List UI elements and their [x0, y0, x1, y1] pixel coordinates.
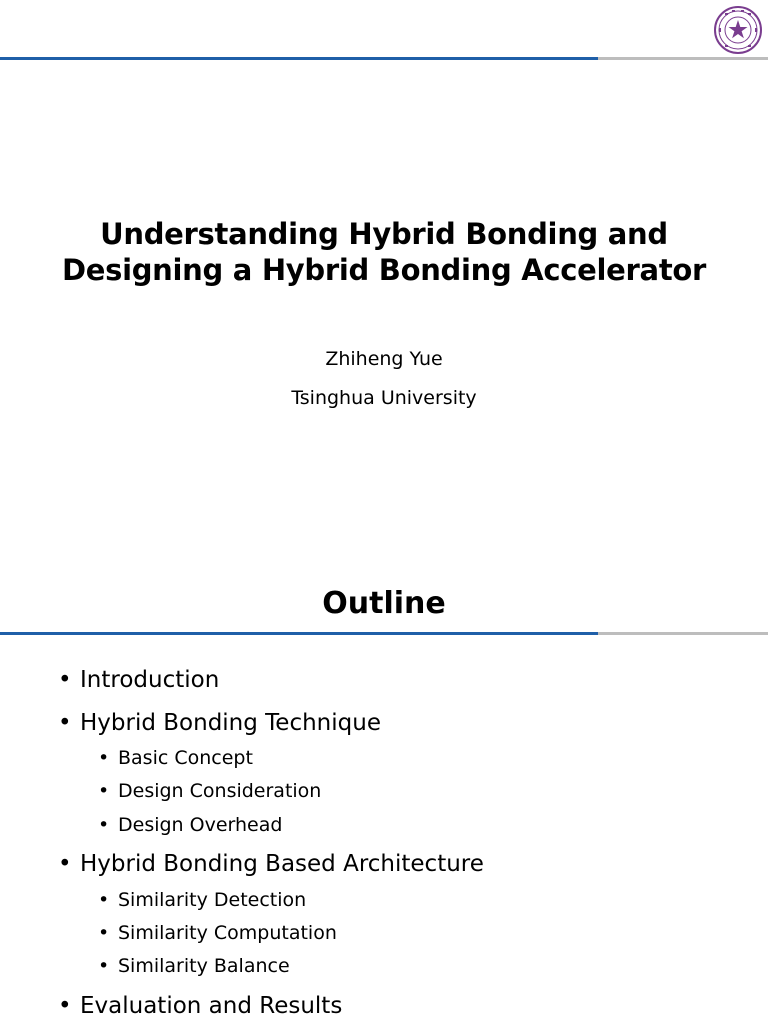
- bullet-icon: •: [58, 851, 72, 877]
- slide-title-line-1: Understanding Hybrid Bonding and: [100, 217, 668, 251]
- outline-subitem: [98, 887, 306, 913]
- bullet-icon: •: [98, 747, 110, 769]
- outline-subitem-label: Basic Concept: [118, 747, 253, 769]
- outline-title: Outline: [322, 586, 446, 621]
- bullet-icon: •: [98, 889, 110, 911]
- outline-item-label: Evaluation and Results: [80, 993, 343, 1019]
- slide-title-line-2: Designing a Hybrid Bonding Accelerator: [61, 253, 707, 287]
- bullet-icon: •: [58, 710, 72, 736]
- header-rule-blue: [0, 57, 598, 60]
- bullet-icon: •: [58, 993, 72, 1019]
- outline-subitem: [98, 812, 282, 838]
- outline-item-label: Hybrid Bonding Technique: [80, 710, 381, 736]
- outline-item-label: Hybrid Bonding Based Architecture: [80, 851, 484, 877]
- bullet-icon: •: [98, 922, 110, 944]
- outline-item: [58, 665, 219, 695]
- outline-item: [58, 991, 342, 1021]
- outline-subitem: [98, 920, 337, 946]
- outline-subitem: [98, 778, 321, 804]
- bullet-icon: •: [58, 667, 72, 693]
- bullet-icon: •: [98, 955, 110, 977]
- bullet-icon: •: [98, 814, 110, 836]
- bullet-icon: •: [98, 780, 110, 802]
- outline-item: [58, 708, 381, 738]
- outline-item: [58, 849, 484, 879]
- outline-subitem-label: Similarity Computation: [118, 922, 337, 944]
- outline-subitem-label: Similarity Detection: [118, 889, 307, 911]
- author-name: Zhiheng Yue: [325, 348, 443, 370]
- tsinghua-seal-icon: [713, 5, 763, 55]
- outline-subitem-label: Similarity Balance: [118, 955, 290, 977]
- slide-title: [0, 216, 768, 288]
- outline-list: [0, 570, 768, 1024]
- outline-subitem: [98, 953, 290, 979]
- outline-item-label: Introduction: [80, 667, 220, 693]
- header-rule: [0, 57, 768, 60]
- outline-subitem: [98, 745, 253, 771]
- outline-subitem-label: Design Overhead: [118, 814, 283, 836]
- header-rule-gray: [598, 57, 768, 60]
- outline-subitem-label: Design Consideration: [118, 780, 322, 802]
- outline-slide: [0, 570, 768, 1024]
- author-affiliation: Tsinghua University: [291, 387, 477, 409]
